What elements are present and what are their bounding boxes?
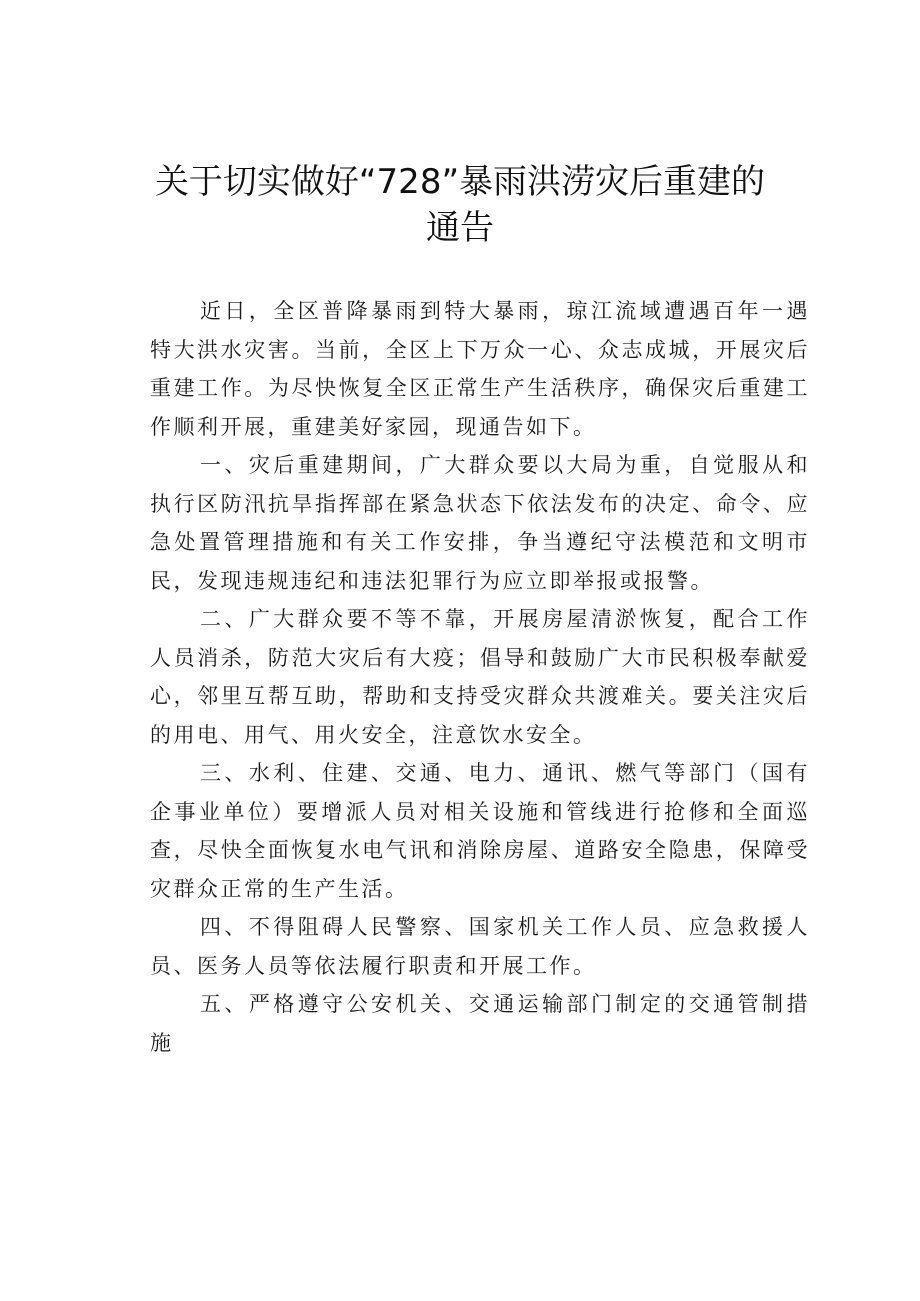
document-title-line-2: 通告 <box>426 208 494 248</box>
paragraph-item-5: 五、严格遵守公安机关、交通运输部门制定的交通管制措施 <box>150 992 810 1055</box>
paragraph-item-2: 二、广大群众要不等不靠，开展房屋清淤恢复，配合工作人员消杀，防范大灾后有大疫；倡导和鼓励广大市民积极奉献爱心，邻里互帮互助，帮助和支持受灾群众共渡难关。要关注灾后的用电、用气、用火安全，注意饮水安全。 <box>150 607 810 747</box>
paragraph-item-4: 四、不得阻碍人民警察、国家机关工作人员、应急救援人员、医务人员等依法履行职责和开展工作。 <box>150 915 810 978</box>
paragraph-item-1: 一、灾后重建期间，广大群众要以大局为重，自觉服从和执行区防汛抗旱指挥部在紧急状态下依法发布的决定、命令、应急处置管理措施和有关工作安排，争当遵纪守法模范和文明市民，发现违规违纪和违法犯罪行为应立即举报或报警。 <box>150 453 810 593</box>
document-title-line-1: 关于切实做好“728”暴雨洪涝灾后重建的 <box>154 162 766 202</box>
document-body <box>150 292 810 1062</box>
paragraph-item-3: 三、水利、住建、交通、电力、通讯、燃气等部门（国有企事业单位）要增派人员对相关设施和管线进行抢修和全面巡查，尽快全面恢复水电气讯和消除房屋、道路安全隐患，保障受灾群众正常的生产生活。 <box>150 761 810 901</box>
paragraph-intro: 近日，全区普降暴雨到特大暴雨，琼江流域遭遇百年一遇特大洪水灾害。当前，全区上下万众一心、众志成城，开展灾后重建工作。为尽快恢复全区正常生产生活秩序，确保灾后重建工作顺利开展，重建美好家园，现通告如下。 <box>150 299 810 439</box>
